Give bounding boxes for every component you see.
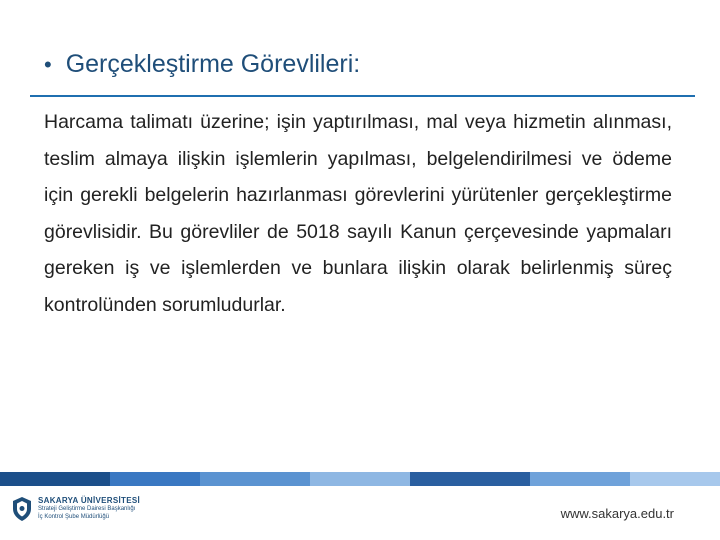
logo-text: [38, 497, 140, 521]
band-segment: [310, 472, 410, 486]
university-logo: [12, 496, 140, 522]
slide-title: Gerçekleştirme Görevlileri:: [65, 50, 361, 78]
footer-color-band: [0, 472, 720, 486]
band-segment: [0, 472, 110, 486]
body-paragraph: Harcama talimatı üzerine; işin yaptırılması, mal veya hizmetin alınması, teslim almaya ilişkin işlemlerin yapılması, belgelendirilmesi ve ödeme için gerekli belgelerin hazırlanması görevlerini yürütenler gerçekleştirme görevlisidir. Bu görevliler de 5018 sayılı Kanun çerçevesinde yapmaları gereken iş ve işlemlerden ve bunlara ilişkin olarak belirlenmiş süreç kontrolünden sorumludurlar.: [44, 111, 672, 316]
bullet-icon: •: [44, 51, 52, 77]
band-segment: [410, 472, 530, 486]
title-divider: [30, 95, 695, 97]
university-emblem-icon: [12, 496, 32, 522]
slide-title-row: [44, 50, 674, 79]
website-url: www.sakarya.edu.tr: [560, 506, 674, 521]
band-segment: [530, 472, 630, 486]
logo-office: İç Kontrol Şube Müdürlüğü: [38, 514, 110, 520]
band-segment: [630, 472, 720, 486]
logo-name: SAKARYA ÜNİVERSİTESİ: [38, 496, 141, 505]
band-segment: [110, 472, 200, 486]
logo-department: Strateji Geliştirme Dairesi Başkanlığı: [38, 506, 136, 512]
band-segment: [200, 472, 310, 486]
